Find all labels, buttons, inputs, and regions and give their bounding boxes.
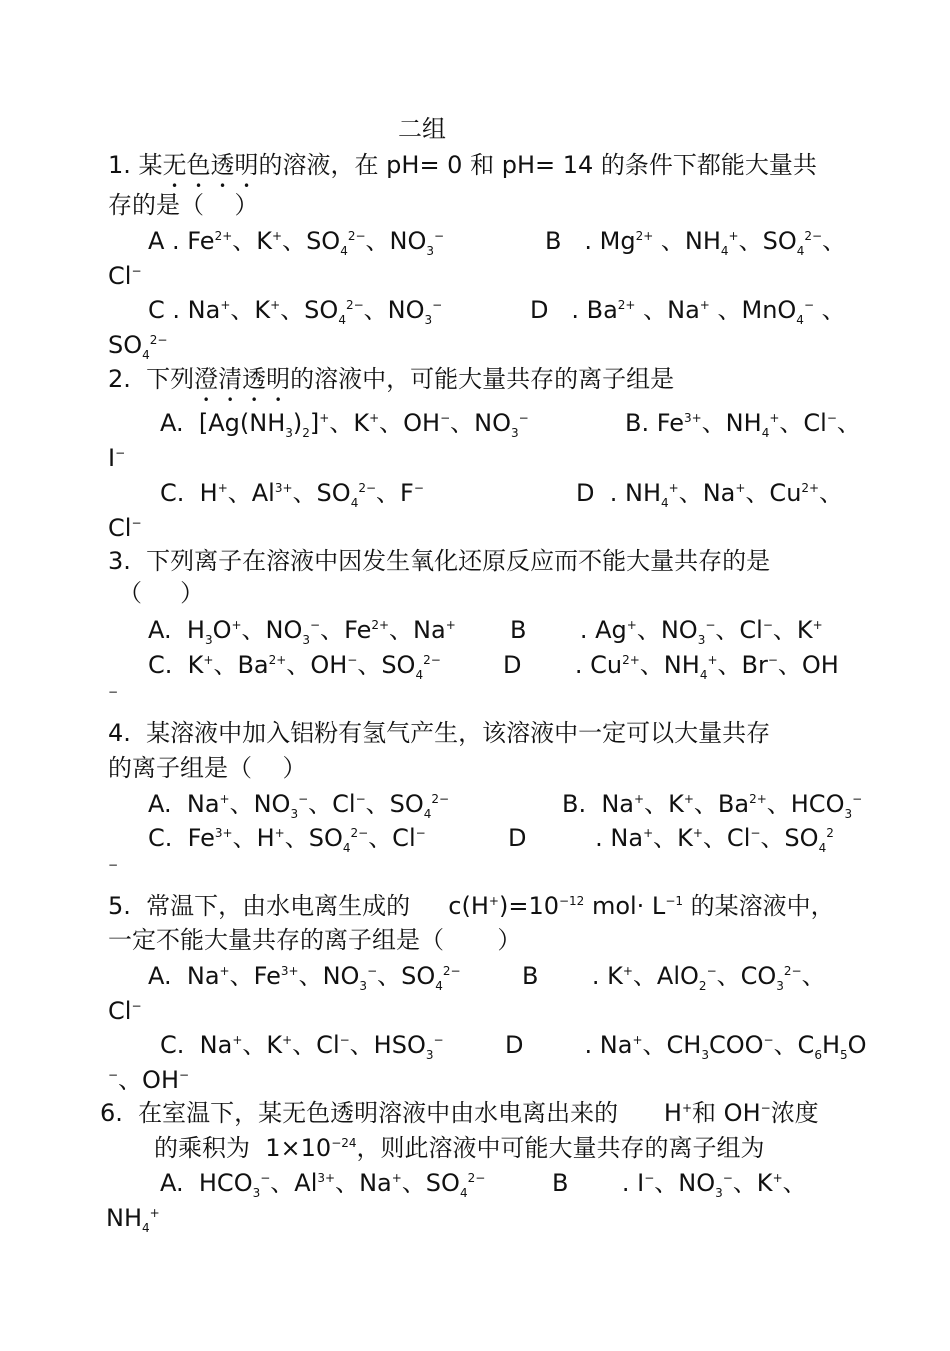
text-line: C. Na+、K+、Cl−、$HSO_3^-$ (160, 1031, 444, 1062)
text-line: C. H+、$Al^{3+}$、$SO_4^{2-}$、F− (160, 479, 424, 510)
text-line: 3. 下列离子在溶液中因发生氧化还原反应而不能大量共存的是 (108, 547, 771, 575)
text-line: Cl− (108, 514, 142, 542)
text-line: （ ） (118, 579, 205, 607)
text-line: D . $Ba^{2+}$ 、Na+ 、MnO$_4$− 、 (530, 296, 846, 327)
text-line: A. Na+、$Fe^{3+}$、$NO_3^-$、$SO_4^{2-}$ (148, 962, 461, 993)
text-line: B. $Fe^{3+}$、$NH_4^+$、Cl−、 (625, 409, 861, 440)
text-line: D . $Cu^{2+}$、$NH_4^+$、Br−、OH (503, 651, 839, 682)
text-line: 5. 常温下，由水电离生成的 $c(H^+)=10^{-12}$ $mol\cdot L^{-1}$ 的某溶液中， (108, 892, 835, 920)
text-line: − (108, 685, 119, 699)
text-line: 1. 某无色透明的溶液，在 pH= 0 和 pH= 14 的条件下都能大量共 (108, 151, 817, 179)
text-line: A. $H_3O^+$、$NO_3^-$、$Fe^{2+}$、Na+ (148, 616, 456, 647)
text-line: A . $Fe^{2+}$、K+、$SO_4^{2-}$、$NO_3^-$ (148, 227, 445, 258)
text-line: I− (108, 444, 126, 472)
text-line: 一定不能大量共存的离子组是（ ） (108, 926, 522, 954)
page-title: 二组 (398, 115, 446, 143)
text-line: Cl− (108, 997, 142, 1025)
text-line: 的离子组是（ ） (108, 754, 307, 782)
text-line: $SO_4^{2-}$ (108, 331, 168, 362)
text-line: C. $Fe^{3+}$、H+、$SO_4^{2-}$、Cl− (148, 824, 426, 855)
text-line: 4. 某溶液中加入铝粉有氢气产生，该溶液中一定可以大量共存 (108, 719, 771, 747)
text-line: B . Ag+、$NO_3^-$、Cl−、K+ (510, 616, 823, 647)
text-line: −、OH− (108, 1066, 190, 1094)
text-line: C . Na+、K+、$SO_4^{2-}$、$NO_3^-$ (148, 296, 443, 327)
text-line: $NH_4^+$ (106, 1204, 160, 1235)
text-line: 的乘积为 $1\times 10^{-24}$，则此溶液中可能大量共存的离子组为 (154, 1134, 765, 1162)
text-line: A. $[Ag(NH_3)_2]^+$、K+、OH−、$NO_3^-$ (160, 409, 529, 440)
text-line: D . Na+、$CH_3COO^-$、$C_6H_5O$ (505, 1031, 867, 1062)
text-line: 6. 在室温下，某无色透明溶液中由水电离出来的 H+和 OH−浓度 (100, 1099, 819, 1127)
text-line: B . $Mg^{2+}$ 、$NH_4^+$、$SO_4^{2-}$、 (545, 227, 847, 258)
text-line: B . K+、AlO$_2$−、$CO_3^{2-}$、 (522, 962, 826, 993)
text-line: Cl− (108, 262, 142, 290)
text-line: 存的是（ ） (108, 191, 259, 219)
text-line: B. Na+、K+、$Ba^{2+}$、$HCO_3^-$ (562, 790, 863, 821)
text-line: B . I−、$NO_3^-$、K+、 (552, 1169, 807, 1200)
text-line: D . $NH_4^+$、Na+、$Cu^{2+}$、 (576, 479, 844, 510)
text-line: D . Na+、K+、Cl−、$SO_4^2$ (508, 824, 834, 855)
text-line: 2. 下列澄清透明的溶液中，可能大量共存的离子组是 (108, 365, 675, 393)
text-line: − (108, 858, 119, 872)
text-line: A. Na+、$NO_3^-$、Cl−、$SO_4^{2-}$ (148, 790, 450, 821)
text-line: C. K+、$Ba^{2+}$、OH−、$SO_4^{2-}$ (148, 651, 441, 682)
text-line: A. $HCO_3^-$、$Al^{3+}$、Na+、$SO_4^{2-}$ (160, 1169, 486, 1200)
